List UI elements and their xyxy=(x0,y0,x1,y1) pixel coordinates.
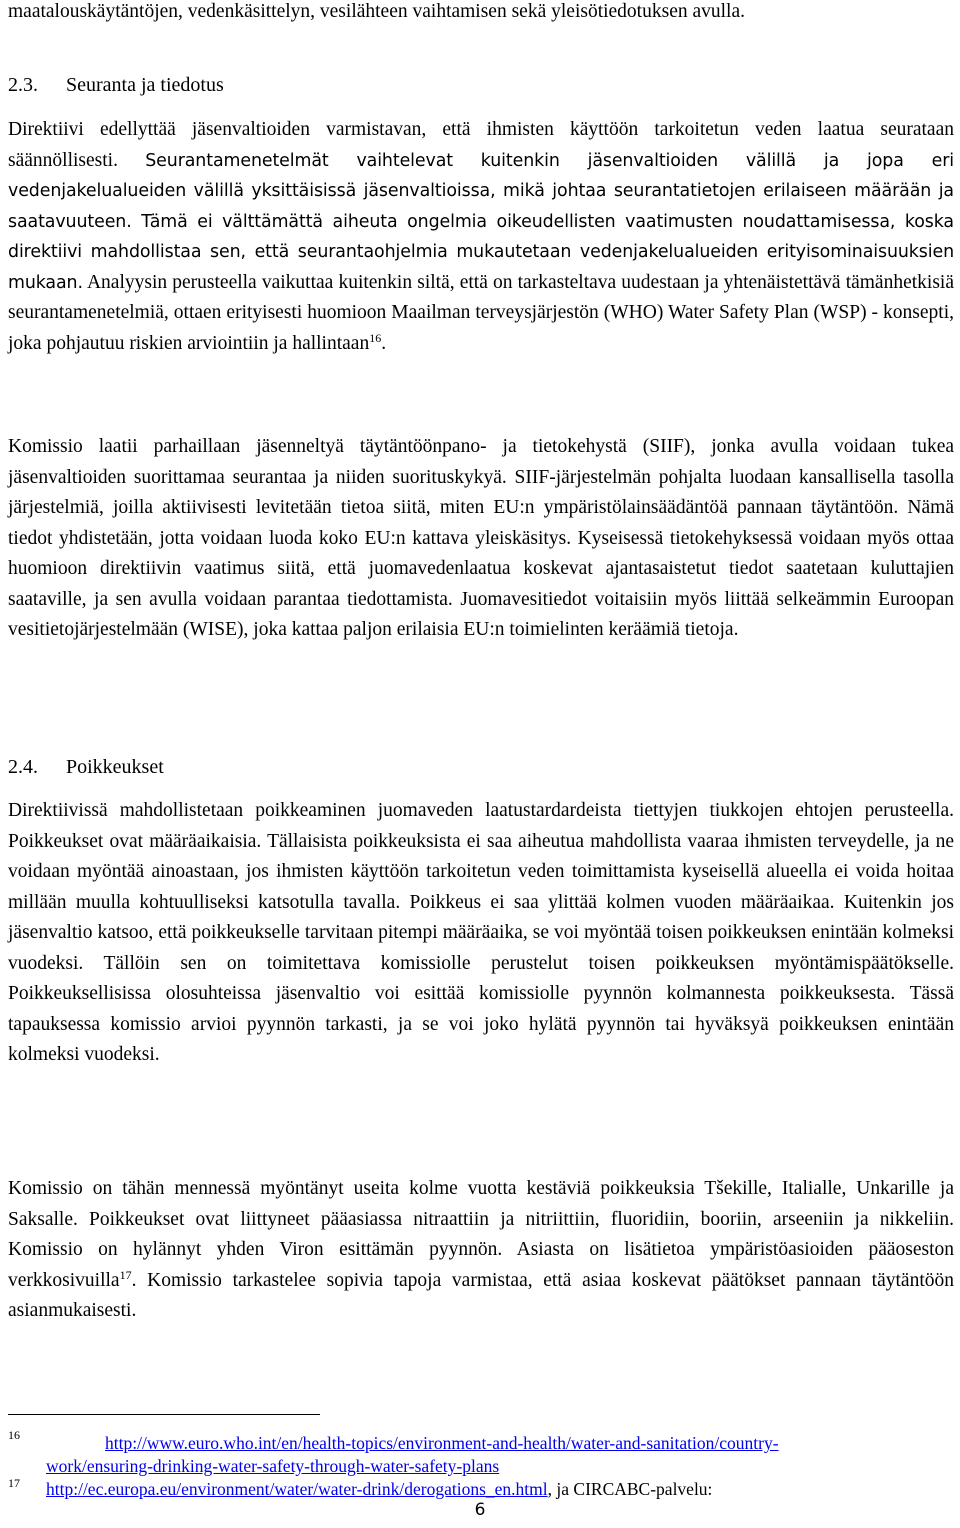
top-text-content: maatalouskäytäntöjen, vedenkäsittelyn, vesilähteen vaihtamisen sekä yleisötiedotuksen avulla. xyxy=(8,1,745,22)
paragraph-monitoring-part-c: Analyysin perusteella vaikuttaa kuitenkin siltä, että on tarkasteltava uudestaan ja yhtenäistettävä tämänhetkisiä seurantamenetelmiä, ottaen erityisesti huomioon Maailman terveysjärjestön (WHO) Water Safety Plan (WSP) - konsepti, joka pohjautuu riskien arviointiin ja hallintaan xyxy=(8,271,954,354)
footnote-16-link-line2[interactable]: work/ensuring-drinking-water-safety-through-water-safety-plans xyxy=(46,1456,500,1476)
paragraph-granted-part-a: Komissio on tähän mennessä myöntänyt useita kolme vuotta kestäviä poikkeuksia Tšekille, Italialle, Unkarille ja Saksalle. Poikkeukset ovat liittyneet pääasiassa nitraattiin ja nitriittiin, fluoridiin, booriin, arseeniin ja nikkeliin. Komissio on hylännyt yhden Viron esittämän pyynnön. Asiasta on lisätietoa ympäristöasioiden pääoseston verkkosivuilla xyxy=(8,1178,954,1291)
footnote-mark: 17 xyxy=(8,1476,20,1490)
paragraph-monitoring xyxy=(8,115,954,359)
footnote-17 xyxy=(8,1472,954,1501)
paragraph-derogations-text: Direktiivissä mahdollistetaan poikkeaminen juomaveden laatustardardeista tiettyjen tiukkojen ehtojen perusteella. Poikkeukset ovat määräaikaisia. Tällaisista poikkeuksista ei saa aiheutua mahdollista vaaraa ihmisten terveydelle, ja ne voidaan myöntää ainoastaan, jos ihmisten käyttöön tarkoitetun veden toimittamista kyseisellä alueella ei voida hoitaa millään muulla kohtuulliseksi katsotulla tavalla. Poikkeus ei saa ylittää kolmen vuoden määräaikaa. Kuitenkin jos jäsenvaltio katsoo, että poikkeukselle tarvitaan pitempi määräaika, se voi myöntää toisen poikkeuksen enintään kolmeksi vuodeksi. Tällöin sen on toimitettava komissiolle perustelut toisen poikkeuksen myöntämispäätökselle. Poikkeuksellisissa olosuhteissa jäsenvaltio voi esittää komissiolle pyynnön kolmannesta poikkeuksesta. Tässä tapauksessa komissio arvioi pyynnön tarkasti, ja se voi joko hylätä pyynnön tai hyväksyä poikkeuksen enintään kolmeksi vuodeksi. xyxy=(8,800,954,1065)
section-heading-2-3 xyxy=(8,70,224,100)
footnote-16 xyxy=(8,1424,954,1478)
page-number: 6 xyxy=(474,1500,486,1520)
section-number: 2.3. xyxy=(8,74,38,96)
section-title: Poikkeukset xyxy=(66,756,164,778)
paragraph-granted-derogations xyxy=(8,1174,954,1327)
footnote-mark: 16 xyxy=(8,1428,20,1442)
paragraph-siif-text: Komissio laatii parhaillaan jäsenneltyä täytäntöönpano- ja tietokehystä (SIIF), jonka avulla voidaan tukea jäsenvaltioiden suorittamaa seurantaa ja niiden suorituskykyä. SIIF-järjestelmän pohjalta luodaan kansallisella tasolla järjestelmiä, joilla aktiivisesti levitetään tietoa siitä, miten EU:n ympäristölainsäädäntöä pannaan täytäntöön. Nämä tiedot yhdistetään, jotta voidaan luoda koko EU:n kattava yleiskäsitys. Kyseisessä tietokehyksessä voidaan myös ottaa huomioon direktiivin vaatimus siitä, että juomavedenlaatua koskevat ajantasaistetut tiedot saatetaan kuluttajien saataville, ja sen avulla voidaan parantaa tiedottamista. Juomavesitiedot voitaisiin myös liittää selkeämmin Euroopan vesitietojärjestelmään (WISE), joka kattaa paljon erilaisia EU:n toimielinten keräämiä tietoja. xyxy=(8,436,954,640)
paragraph-monitoring-end: . xyxy=(381,332,387,354)
section-title: Seuranta ja tiedotus xyxy=(66,74,224,96)
footnote-17-suffix: , ja CIRCABC-palvelu: xyxy=(547,1479,713,1499)
footnote-16-link-line1[interactable]: http://www.euro.who.int/en/health-topics/environment-and-health/water-and-sanitation/country- xyxy=(105,1433,779,1453)
section-heading-2-4 xyxy=(8,752,164,782)
top-text xyxy=(8,0,954,28)
paragraph-granted-part-b: . Komissio tarkastelee sopivia tapoja varmistaa, että asiaa koskevat päätökset pannaan täytäntöön asianmukaisesti. xyxy=(8,1269,954,1321)
footnote-separator xyxy=(8,1414,320,1415)
footnote-ref-16[interactable]: 16 xyxy=(369,330,382,345)
paragraph-monitoring-part-a: Direktiivi edellyttää jäsenvaltioiden varmistavan, että ihmisten käyttöön tarkoitetun veden laatua seurataan säännöllisesti. xyxy=(8,119,954,171)
paragraph-monitoring-part-b: Seurantamenetelmät vaihtelevat kuitenkin jäsenvaltioiden välillä ja jopa eri vedenjakelualueiden välillä yksittäisissä jäsenvaltioissa, mikä johtaa seurantatietojen erilaiseen määrään ja saatavuuteen. Tämä ei välttämättä aiheuta ongelmia oikeudellisten vaatimusten noudattamisessa, koska direktiivi mahdollistaa sen, että seurantaohjelmia mukautetaan vedenjakelualueiden erityisominaisuuksien mukaan. xyxy=(8,150,954,293)
footnote-ref-17[interactable]: 17 xyxy=(119,1267,132,1282)
paragraph-derogations xyxy=(8,796,954,1071)
paragraph-siif xyxy=(8,432,954,646)
footnote-17-link[interactable]: http://ec.europa.eu/environment/water/water-drink/derogations_en.html xyxy=(46,1479,548,1499)
section-number: 2.4. xyxy=(8,756,38,778)
